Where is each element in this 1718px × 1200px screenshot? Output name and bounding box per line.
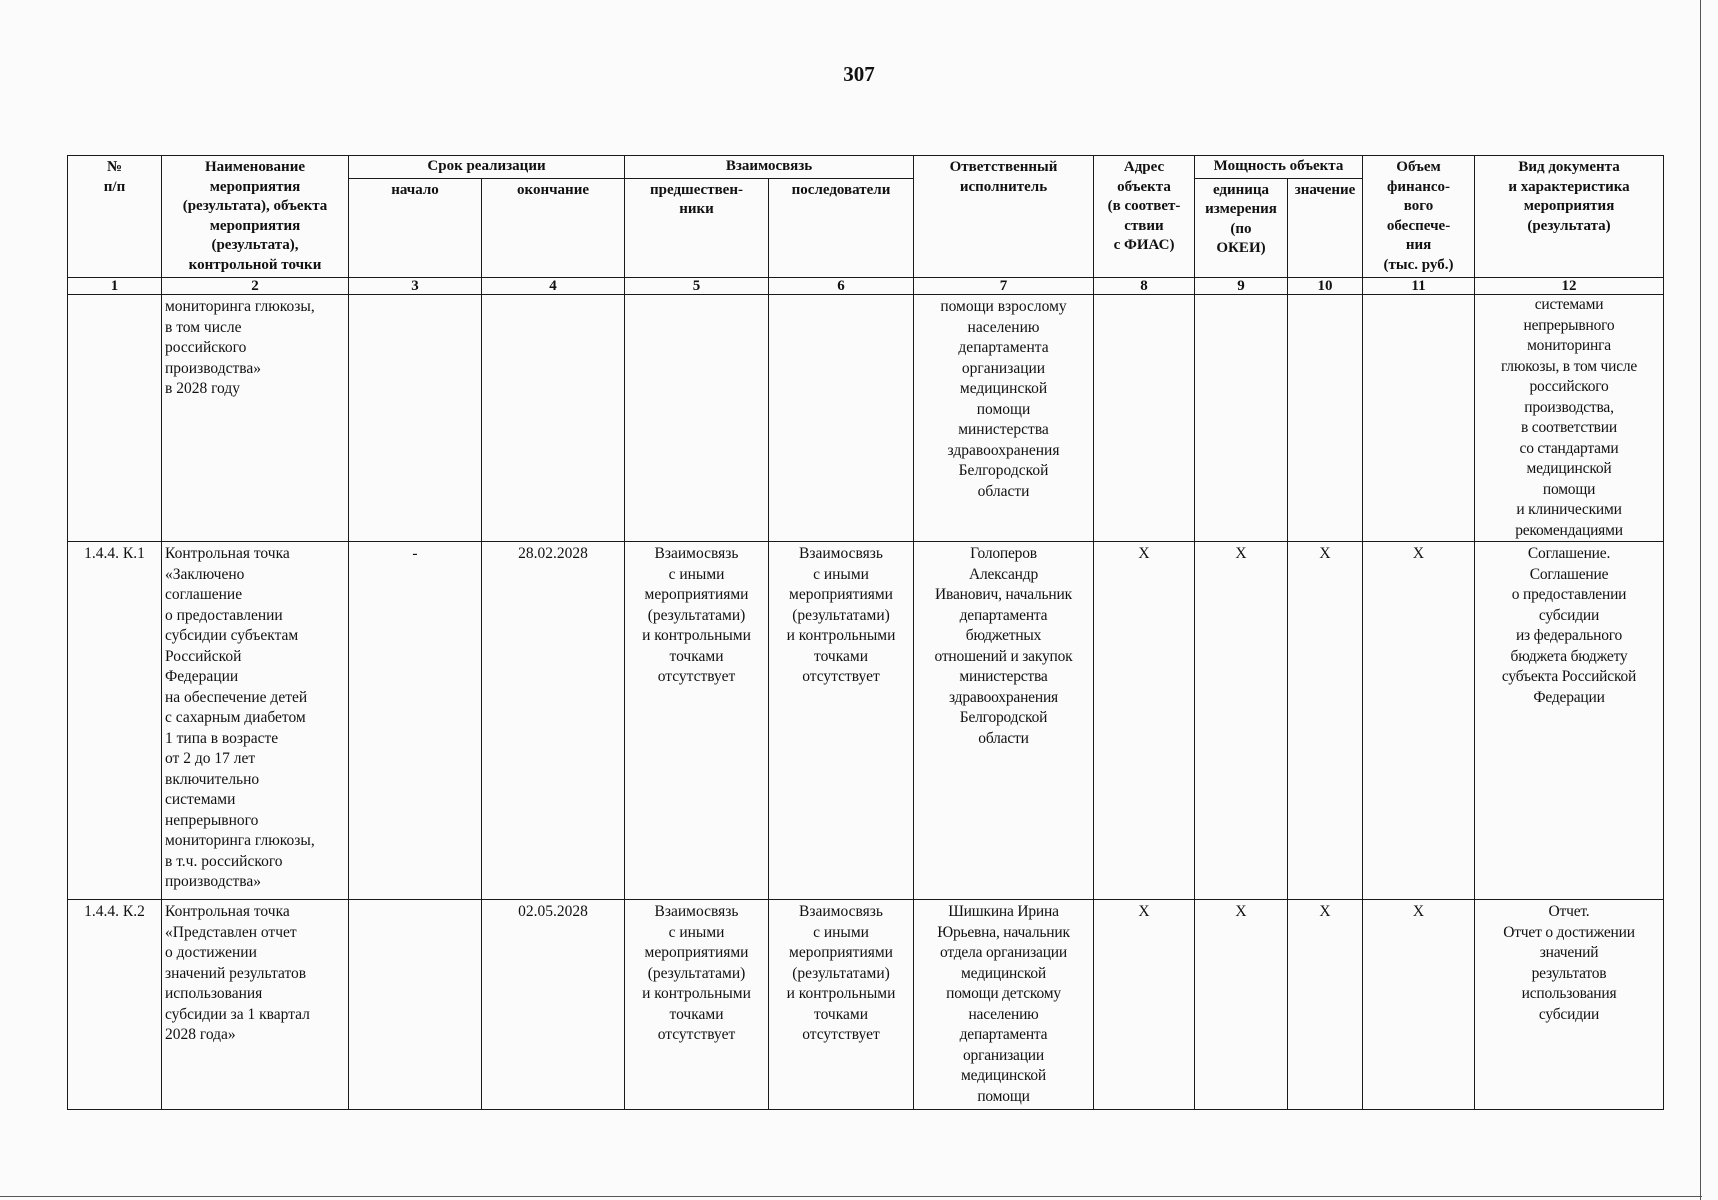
row-address: [1094, 295, 1195, 542]
row-unit: [1195, 295, 1288, 542]
header-finance: Объем финансо- вого обеспече- ния (тыс. руб.): [1363, 156, 1475, 278]
column-number: 12: [1475, 278, 1664, 295]
table-row: [68, 542, 1664, 900]
row-doc-type: Отчет. Отчет о достижении значений результатов использования субсидии: [1475, 900, 1664, 1110]
column-number: 9: [1195, 278, 1288, 295]
row-doc-type: системами непрерывного мониторинга глюкозы, в том числе российского производства, в соответствии со стандартами медицинской помощи и клиническими рекомендациями: [1475, 295, 1664, 542]
row-address: X: [1094, 542, 1195, 900]
row-successors: Взаимосвязь с иными мероприятиями (результатами) и контрольными точками отсутствует: [769, 900, 914, 1110]
row-end: [482, 295, 625, 542]
header-row-1: [68, 156, 1664, 179]
header-successors: последователи: [769, 178, 914, 277]
row-name: Контрольная точка «Представлен отчет о достижении значений результатов использования субсидии за 1 квартал 2028 года»: [162, 900, 349, 1110]
row-end: 28.02.2028: [482, 542, 625, 900]
row-finance: X: [1363, 900, 1475, 1110]
column-number: 2: [162, 278, 349, 295]
column-number: 4: [482, 278, 625, 295]
header-doc-type: Вид документа и характеристика мероприятия (результата): [1475, 156, 1664, 278]
row-address: X: [1094, 900, 1195, 1110]
table-row: [68, 295, 1664, 542]
row-successors: [769, 295, 914, 542]
header-address: Адрес объекта (в соответ- ствии с ФИАС): [1094, 156, 1195, 278]
row-value: X: [1288, 900, 1363, 1110]
row-value: [1288, 295, 1363, 542]
row-predecessors: Взаимосвязь с иными мероприятиями (результатами) и контрольными точками отсутствует: [625, 900, 769, 1110]
column-number: 3: [349, 278, 482, 295]
header-responsible: Ответственный исполнитель: [914, 156, 1094, 278]
row-finance: X: [1363, 542, 1475, 900]
row-finance: [1363, 295, 1475, 542]
row-successors: Взаимосвязь с иными мероприятиями (результатами) и контрольными точками отсутствует: [769, 542, 914, 900]
header-value: значение: [1288, 178, 1363, 277]
page-edge-bottom: [0, 1196, 1702, 1197]
row-responsible: Голоперов Александр Иванович, начальник департамента бюджетных отношений и закупок министерства здравоохранения Белгородской области: [914, 542, 1094, 900]
page-number: 307: [843, 62, 875, 86]
row-start: [349, 900, 482, 1110]
table-row: [68, 900, 1664, 1110]
row-name: мониторинга глюкозы, в том числе российского производства» в 2028 году: [162, 295, 349, 542]
row-responsible: помощи взрослому населению департамента организации медицинской помощи министерства здравоохранения Белгородской области: [914, 295, 1094, 542]
header-num: № п/п: [68, 156, 162, 278]
page-edge-right: [1700, 0, 1701, 1200]
header-predecessors: предшествен- ники: [625, 178, 769, 277]
header-start: начало: [349, 178, 482, 277]
row-unit: X: [1195, 900, 1288, 1110]
column-number: 11: [1363, 278, 1475, 295]
header-period: Срок реализации: [349, 156, 625, 179]
row-unit: X: [1195, 542, 1288, 900]
column-number: 7: [914, 278, 1094, 295]
row-end: 02.05.2028: [482, 900, 625, 1110]
row-name: Контрольная точка «Заключено соглашение о предоставлении субсидии субъектам Российской Федерации на обеспечение детей с сахарным диабетом 1 типа в возрасте от 2 до 17 лет включительно системами непрерывного мониторинга глюкозы, в т.ч. российского производства»: [162, 542, 349, 900]
row-predecessors: Взаимосвязь с иными мероприятиями (результатами) и контрольными точками отсутствует: [625, 542, 769, 900]
column-number: 6: [769, 278, 914, 295]
row-start: [349, 295, 482, 542]
row-number: 1.4.4. К.1: [68, 542, 162, 900]
header-unit: единица измерения (по ОКЕИ): [1195, 178, 1288, 277]
header-capacity: Мощность объекта: [1195, 156, 1363, 179]
row-responsible: Шишкина Ирина Юрьевна, начальник отдела организации медицинской помощи детскому населению департамента организации медицинской помощи: [914, 900, 1094, 1110]
column-number: 5: [625, 278, 769, 295]
column-number: 10: [1288, 278, 1363, 295]
row-doc-type: Соглашение. Соглашение о предоставлении субсидии из федерального бюджета бюджету субъекта Российской Федерации: [1475, 542, 1664, 900]
header-relation: Взаимосвязь: [625, 156, 914, 179]
row-start: -: [349, 542, 482, 900]
activities-table: [67, 155, 1664, 1110]
header-end: окончание: [482, 178, 625, 277]
column-number: 1: [68, 278, 162, 295]
header-name: Наименование мероприятия (результата), объекта мероприятия (результата), контрольной точки: [162, 156, 349, 278]
column-number: 8: [1094, 278, 1195, 295]
column-numbers-row: [68, 278, 1664, 295]
row-number: [68, 295, 162, 542]
row-predecessors: [625, 295, 769, 542]
row-number: 1.4.4. К.2: [68, 900, 162, 1110]
row-value: X: [1288, 542, 1363, 900]
